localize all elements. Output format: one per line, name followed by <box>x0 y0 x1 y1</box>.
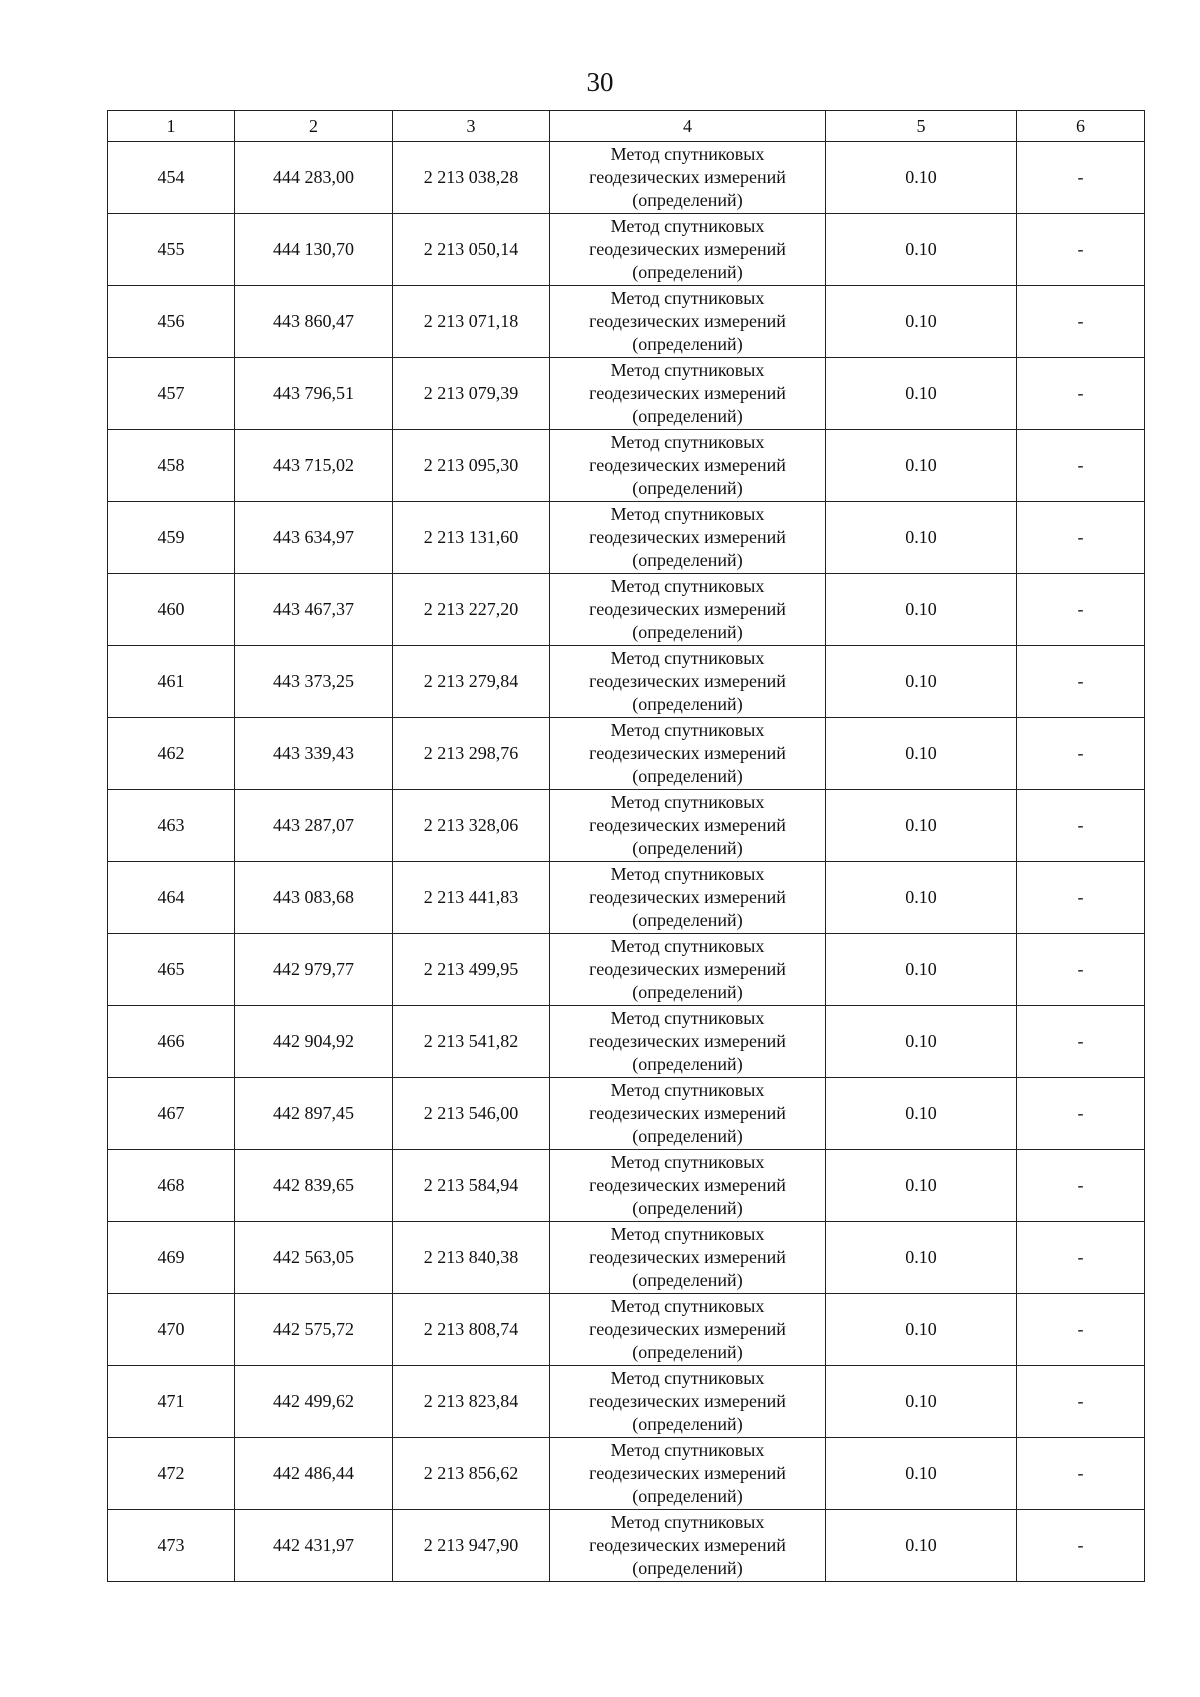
accuracy-cell: 0.10 <box>826 646 1017 718</box>
note-cell: - <box>1017 502 1145 574</box>
x-coordinate-cell: 442 499,62 <box>235 1366 393 1438</box>
column-header: 2 <box>235 111 393 142</box>
y-coordinate-cell: 2 213 546,00 <box>393 1078 550 1150</box>
method-line: геодезических измерений <box>589 311 786 331</box>
point-number-cell: 458 <box>108 430 235 502</box>
method-cell <box>550 574 826 646</box>
method-cell <box>550 1438 826 1510</box>
method-line: (определений) <box>632 1198 743 1218</box>
method-line: геодезических измерений <box>589 599 786 619</box>
note-cell: - <box>1017 718 1145 790</box>
table-row <box>108 1078 1145 1150</box>
method-line: Метод спутниковых <box>610 1152 765 1172</box>
note-cell: - <box>1017 646 1145 718</box>
y-coordinate-cell: 2 213 584,94 <box>393 1150 550 1222</box>
column-header: 6 <box>1017 111 1145 142</box>
point-number-cell: 467 <box>108 1078 235 1150</box>
point-number-cell: 456 <box>108 286 235 358</box>
note-cell: - <box>1017 862 1145 934</box>
point-number-cell: 459 <box>108 502 235 574</box>
accuracy-cell: 0.10 <box>826 286 1017 358</box>
method-line: Метод спутниковых <box>610 864 765 884</box>
note-cell: - <box>1017 790 1145 862</box>
method-cell <box>550 1222 826 1294</box>
method-cell <box>550 430 826 502</box>
table-row <box>108 574 1145 646</box>
method-line: Метод спутниковых <box>610 1008 765 1028</box>
method-line: Метод спутниковых <box>610 360 765 380</box>
accuracy-cell: 0.10 <box>826 574 1017 646</box>
method-line: геодезических измерений <box>589 1175 786 1195</box>
point-number-cell: 471 <box>108 1366 235 1438</box>
point-number-cell: 454 <box>108 142 235 214</box>
point-number-cell: 460 <box>108 574 235 646</box>
method-line: (определений) <box>632 1486 743 1506</box>
method-cell <box>550 790 826 862</box>
y-coordinate-cell: 2 213 095,30 <box>393 430 550 502</box>
method-cell <box>550 358 826 430</box>
y-coordinate-cell: 2 213 071,18 <box>393 286 550 358</box>
x-coordinate-cell: 443 373,25 <box>235 646 393 718</box>
point-number-cell: 464 <box>108 862 235 934</box>
method-line: геодезических измерений <box>589 959 786 979</box>
method-line: (определений) <box>632 334 743 354</box>
method-line: геодезических измерений <box>589 1103 786 1123</box>
note-cell: - <box>1017 1438 1145 1510</box>
method-line: Метод спутниковых <box>610 288 765 308</box>
table-row <box>108 502 1145 574</box>
point-number-cell: 473 <box>108 1510 235 1582</box>
method-line: Метод спутниковых <box>610 1080 765 1100</box>
method-line: Метод спутниковых <box>610 216 765 236</box>
method-line: геодезических измерений <box>589 887 786 907</box>
point-number-cell: 470 <box>108 1294 235 1366</box>
method-line: геодезических измерений <box>589 239 786 259</box>
point-number-cell: 465 <box>108 934 235 1006</box>
accuracy-cell: 0.10 <box>826 1438 1017 1510</box>
note-cell: - <box>1017 358 1145 430</box>
note-cell: - <box>1017 142 1145 214</box>
note-cell: - <box>1017 574 1145 646</box>
x-coordinate-cell: 443 083,68 <box>235 862 393 934</box>
x-coordinate-cell: 443 634,97 <box>235 502 393 574</box>
method-line: (определений) <box>632 1342 743 1362</box>
method-line: Метод спутниковых <box>610 792 765 812</box>
header-row <box>108 111 1145 142</box>
accuracy-cell: 0.10 <box>826 934 1017 1006</box>
y-coordinate-cell: 2 213 079,39 <box>393 358 550 430</box>
y-coordinate-cell: 2 213 823,84 <box>393 1366 550 1438</box>
point-number-cell: 461 <box>108 646 235 718</box>
method-line: (определений) <box>632 406 743 426</box>
column-header: 5 <box>826 111 1017 142</box>
accuracy-cell: 0.10 <box>826 502 1017 574</box>
method-line: (определений) <box>632 550 743 570</box>
x-coordinate-cell: 442 979,77 <box>235 934 393 1006</box>
method-cell <box>550 286 826 358</box>
note-cell: - <box>1017 1006 1145 1078</box>
method-cell <box>550 1006 826 1078</box>
method-line: геодезических измерений <box>589 1391 786 1411</box>
method-line: Метод спутниковых <box>610 720 765 740</box>
table-row <box>108 1006 1145 1078</box>
y-coordinate-cell: 2 213 328,06 <box>393 790 550 862</box>
x-coordinate-cell: 443 287,07 <box>235 790 393 862</box>
method-line: (определений) <box>632 838 743 858</box>
y-coordinate-cell: 2 213 131,60 <box>393 502 550 574</box>
column-header: 3 <box>393 111 550 142</box>
table-row <box>108 1222 1145 1294</box>
method-line: (определений) <box>632 190 743 210</box>
accuracy-cell: 0.10 <box>826 1006 1017 1078</box>
table-row <box>108 286 1145 358</box>
method-line: геодезических измерений <box>589 1031 786 1051</box>
accuracy-cell: 0.10 <box>826 1078 1017 1150</box>
point-number-cell: 463 <box>108 790 235 862</box>
note-cell: - <box>1017 1222 1145 1294</box>
point-number-cell: 457 <box>108 358 235 430</box>
table-row <box>108 142 1145 214</box>
note-cell: - <box>1017 214 1145 286</box>
accuracy-cell: 0.10 <box>826 1366 1017 1438</box>
table-row <box>108 1510 1145 1582</box>
method-line: геодезических измерений <box>589 671 786 691</box>
x-coordinate-cell: 443 339,43 <box>235 718 393 790</box>
table-row <box>108 934 1145 1006</box>
table-row <box>108 358 1145 430</box>
accuracy-cell: 0.10 <box>826 358 1017 430</box>
method-line: Метод спутниковых <box>610 1440 765 1460</box>
method-line: Метод спутниковых <box>610 1512 765 1532</box>
method-line: (определений) <box>632 982 743 1002</box>
method-line: Метод спутниковых <box>610 576 765 596</box>
column-header: 4 <box>550 111 826 142</box>
coordinates-table <box>107 110 1145 1582</box>
method-line: Метод спутниковых <box>610 936 765 956</box>
y-coordinate-cell: 2 213 038,28 <box>393 142 550 214</box>
method-cell <box>550 862 826 934</box>
method-line: геодезических измерений <box>589 1535 786 1555</box>
y-coordinate-cell: 2 213 298,76 <box>393 718 550 790</box>
note-cell: - <box>1017 1078 1145 1150</box>
point-number-cell: 468 <box>108 1150 235 1222</box>
method-cell <box>550 502 826 574</box>
table-row <box>108 718 1145 790</box>
table-row <box>108 1366 1145 1438</box>
y-coordinate-cell: 2 213 541,82 <box>393 1006 550 1078</box>
note-cell: - <box>1017 1366 1145 1438</box>
method-cell <box>550 718 826 790</box>
x-coordinate-cell: 442 904,92 <box>235 1006 393 1078</box>
method-line: геодезических измерений <box>589 743 786 763</box>
table-row <box>108 214 1145 286</box>
x-coordinate-cell: 442 431,97 <box>235 1510 393 1582</box>
x-coordinate-cell: 442 575,72 <box>235 1294 393 1366</box>
table-row <box>108 1150 1145 1222</box>
point-number-cell: 466 <box>108 1006 235 1078</box>
method-cell <box>550 1078 826 1150</box>
y-coordinate-cell: 2 213 499,95 <box>393 934 550 1006</box>
table-row <box>108 646 1145 718</box>
x-coordinate-cell: 443 796,51 <box>235 358 393 430</box>
method-line: (определений) <box>632 1126 743 1146</box>
accuracy-cell: 0.10 <box>826 142 1017 214</box>
accuracy-cell: 0.10 <box>826 790 1017 862</box>
table-row <box>108 862 1145 934</box>
x-coordinate-cell: 442 839,65 <box>235 1150 393 1222</box>
note-cell: - <box>1017 1150 1145 1222</box>
accuracy-cell: 0.10 <box>826 718 1017 790</box>
point-number-cell: 472 <box>108 1438 235 1510</box>
table-row <box>108 1294 1145 1366</box>
method-cell <box>550 142 826 214</box>
method-cell <box>550 214 826 286</box>
method-line: геодезических измерений <box>589 1247 786 1267</box>
y-coordinate-cell: 2 213 840,38 <box>393 1222 550 1294</box>
table-row <box>108 430 1145 502</box>
point-number-cell: 462 <box>108 718 235 790</box>
y-coordinate-cell: 2 213 050,14 <box>393 214 550 286</box>
y-coordinate-cell: 2 213 856,62 <box>393 1438 550 1510</box>
note-cell: - <box>1017 1294 1145 1366</box>
table-row <box>108 1438 1145 1510</box>
method-line: геодезических измерений <box>589 815 786 835</box>
method-line: (определений) <box>632 1054 743 1074</box>
accuracy-cell: 0.10 <box>826 214 1017 286</box>
note-cell: - <box>1017 286 1145 358</box>
accuracy-cell: 0.10 <box>826 1510 1017 1582</box>
accuracy-cell: 0.10 <box>826 1222 1017 1294</box>
point-number-cell: 455 <box>108 214 235 286</box>
method-line: (определений) <box>632 910 743 930</box>
method-line: геодезических измерений <box>589 455 786 475</box>
method-cell <box>550 1510 826 1582</box>
point-number-cell: 469 <box>108 1222 235 1294</box>
note-cell: - <box>1017 1510 1145 1582</box>
accuracy-cell: 0.10 <box>826 1150 1017 1222</box>
method-line: (определений) <box>632 1270 743 1290</box>
method-line: геодезических измерений <box>589 527 786 547</box>
method-cell <box>550 1294 826 1366</box>
method-line: геодезических измерений <box>589 383 786 403</box>
method-line: геодезических измерений <box>589 1463 786 1483</box>
method-line: геодезических измерений <box>589 1319 786 1339</box>
method-line: Метод спутниковых <box>610 1296 765 1316</box>
method-line: (определений) <box>632 478 743 498</box>
table-body <box>108 142 1145 1582</box>
y-coordinate-cell: 2 213 441,83 <box>393 862 550 934</box>
method-line: (определений) <box>632 622 743 642</box>
x-coordinate-cell: 444 130,70 <box>235 214 393 286</box>
method-line: Метод спутниковых <box>610 504 765 524</box>
method-line: Метод спутниковых <box>610 1224 765 1244</box>
x-coordinate-cell: 442 486,44 <box>235 1438 393 1510</box>
method-line: (определений) <box>632 262 743 282</box>
note-cell: - <box>1017 934 1145 1006</box>
method-line: Метод спутниковых <box>610 648 765 668</box>
method-line: (определений) <box>632 694 743 714</box>
method-cell <box>550 1366 826 1438</box>
y-coordinate-cell: 2 213 947,90 <box>393 1510 550 1582</box>
method-line: (определений) <box>632 1414 743 1434</box>
method-line: Метод спутниковых <box>610 1368 765 1388</box>
accuracy-cell: 0.10 <box>826 1294 1017 1366</box>
method-cell <box>550 646 826 718</box>
note-cell: - <box>1017 430 1145 502</box>
x-coordinate-cell: 443 860,47 <box>235 286 393 358</box>
x-coordinate-cell: 443 467,37 <box>235 574 393 646</box>
table-row <box>108 790 1145 862</box>
y-coordinate-cell: 2 213 279,84 <box>393 646 550 718</box>
method-line: Метод спутниковых <box>610 432 765 452</box>
accuracy-cell: 0.10 <box>826 862 1017 934</box>
accuracy-cell: 0.10 <box>826 430 1017 502</box>
method-line: (определений) <box>632 766 743 786</box>
x-coordinate-cell: 442 563,05 <box>235 1222 393 1294</box>
method-cell <box>550 1150 826 1222</box>
x-coordinate-cell: 442 897,45 <box>235 1078 393 1150</box>
x-coordinate-cell: 444 283,00 <box>235 142 393 214</box>
method-cell <box>550 934 826 1006</box>
method-line: геодезических измерений <box>589 167 786 187</box>
method-line: (определений) <box>632 1558 743 1578</box>
page-number: 30 <box>586 67 614 97</box>
y-coordinate-cell: 2 213 227,20 <box>393 574 550 646</box>
x-coordinate-cell: 443 715,02 <box>235 430 393 502</box>
method-line: Метод спутниковых <box>610 144 765 164</box>
y-coordinate-cell: 2 213 808,74 <box>393 1294 550 1366</box>
column-header: 1 <box>108 111 235 142</box>
